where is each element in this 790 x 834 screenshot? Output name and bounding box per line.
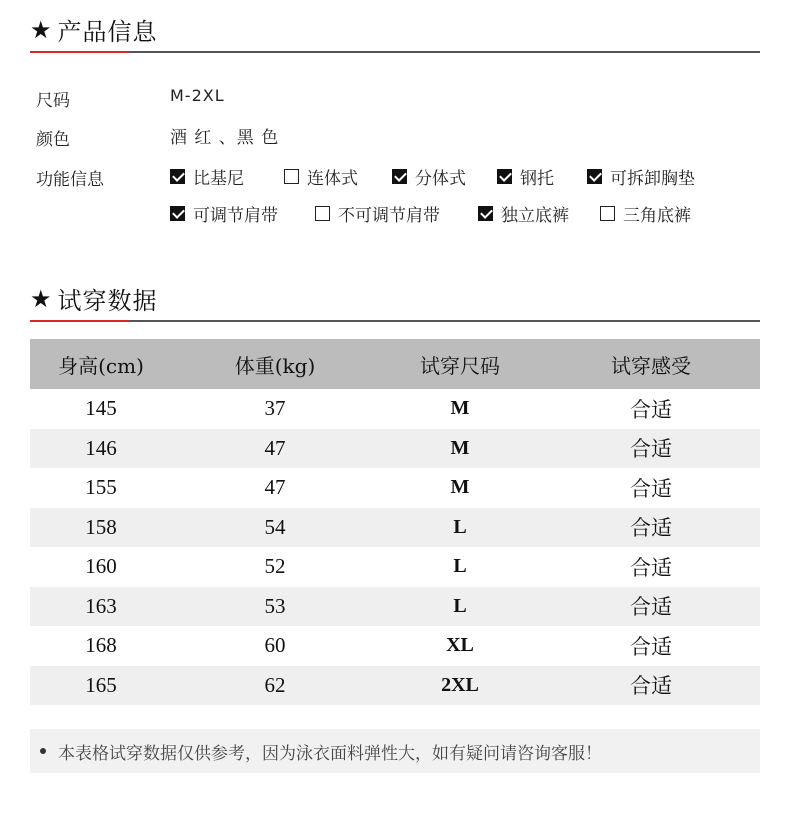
cell-feeling: 合适: [630, 595, 672, 620]
cell-size: L: [453, 555, 467, 578]
feature-item[interactable]: [392, 164, 466, 189]
cell-size: M: [450, 436, 470, 459]
feature-item[interactable]: [587, 164, 695, 189]
table-row: [30, 389, 760, 429]
table-row: [30, 508, 760, 548]
product-info-divider: [30, 51, 760, 53]
divider-accent: [30, 320, 130, 322]
header-height: 身高(cm): [58, 353, 144, 378]
cell-weight: 37: [264, 396, 286, 421]
feature-label: 比基尼: [193, 169, 244, 189]
checkbox-checked-icon[interactable]: [170, 169, 185, 184]
cell-weight: 53: [264, 593, 286, 618]
table-row: [30, 547, 760, 587]
cell-height: 158: [85, 514, 117, 539]
cell-feeling: 合适: [630, 634, 672, 659]
cell-feeling: 合适: [630, 516, 672, 541]
product-info-title: 产品信息: [57, 18, 158, 46]
divider-accent: [30, 51, 130, 53]
feature-label: 三角底裤: [623, 206, 691, 226]
feature-label: 独立底裤: [501, 206, 569, 226]
checkbox-checked-icon[interactable]: [497, 169, 512, 184]
header-feeling: 试穿感受: [611, 353, 691, 378]
feature-item[interactable]: [478, 201, 569, 226]
feature-item[interactable]: [170, 201, 278, 226]
size-value: M-2XL: [170, 86, 225, 105]
cell-weight: 62: [264, 672, 286, 697]
cell-size: M: [450, 397, 470, 420]
cell-height: 168: [85, 633, 117, 658]
checkbox-unchecked-icon[interactable]: [284, 169, 299, 184]
cell-feeling: 合适: [630, 555, 672, 580]
size-label: 尺码: [36, 91, 70, 111]
feature-item[interactable]: [284, 164, 358, 189]
table-row: [30, 429, 760, 469]
feature-label: 可调节肩带: [193, 206, 278, 226]
cell-feeling: 合适: [630, 437, 672, 462]
cell-weight: 52: [264, 554, 286, 579]
disclaimer-note: [30, 729, 760, 773]
table-row: [30, 468, 760, 508]
feature-label: 不可调节肩带: [338, 206, 440, 226]
header-size: 试穿尺码: [420, 353, 500, 378]
feature-item[interactable]: [497, 164, 554, 189]
cell-height: 146: [85, 435, 117, 460]
table-header: [30, 339, 760, 389]
features-label: 功能信息: [36, 170, 104, 190]
checkbox-checked-icon[interactable]: [587, 169, 602, 184]
header-weight: 体重(kg): [234, 353, 316, 378]
product-info-heading: [30, 12, 158, 47]
cell-height: 155: [85, 475, 117, 500]
feature-label: 可拆卸胸垫: [610, 169, 695, 189]
cell-height: 165: [85, 672, 117, 697]
checkbox-checked-icon[interactable]: [392, 169, 407, 184]
cell-size: XL: [446, 634, 474, 657]
cell-size: 2XL: [441, 673, 479, 696]
feature-item[interactable]: [170, 164, 244, 189]
cell-weight: 60: [264, 633, 286, 658]
fitting-data-title: 试穿数据: [57, 287, 158, 315]
cell-feeling: 合适: [630, 397, 672, 422]
cell-size: L: [453, 515, 467, 538]
color-value: 酒 红 、黑 色: [170, 128, 280, 148]
cell-height: 145: [85, 396, 117, 421]
feature-label: 钢托: [520, 169, 554, 189]
cell-size: L: [453, 594, 467, 617]
cell-weight: 47: [264, 475, 286, 500]
fitting-data-divider: [30, 320, 760, 322]
fitting-table: [30, 339, 760, 705]
star-icon: ★: [30, 15, 52, 44]
checkbox-unchecked-icon[interactable]: [600, 206, 615, 221]
checkbox-unchecked-icon[interactable]: [315, 206, 330, 221]
cell-height: 160: [85, 554, 117, 579]
cell-feeling: 合适: [630, 476, 672, 501]
cell-weight: 47: [264, 435, 286, 460]
feature-label: 分体式: [415, 169, 466, 189]
star-icon: ★: [30, 284, 52, 313]
table-row: [30, 666, 760, 706]
checkbox-checked-icon[interactable]: [170, 206, 185, 221]
cell-height: 163: [85, 593, 117, 618]
feature-item[interactable]: [600, 201, 691, 226]
cell-weight: 54: [264, 514, 286, 539]
fitting-data-heading: [30, 281, 158, 316]
table-row: [30, 626, 760, 666]
bullet-icon: [40, 748, 46, 754]
feature-label: 连体式: [307, 169, 358, 189]
cell-size: M: [450, 476, 470, 499]
disclaimer-text: 本表格试穿数据仅供参考，因为泳衣面料弹性大，如有疑问请咨询客服！: [58, 743, 602, 764]
cell-feeling: 合适: [630, 674, 672, 699]
feature-item[interactable]: [315, 201, 440, 226]
table-row: [30, 587, 760, 627]
color-label: 颜色: [36, 130, 70, 150]
checkbox-checked-icon[interactable]: [478, 206, 493, 221]
